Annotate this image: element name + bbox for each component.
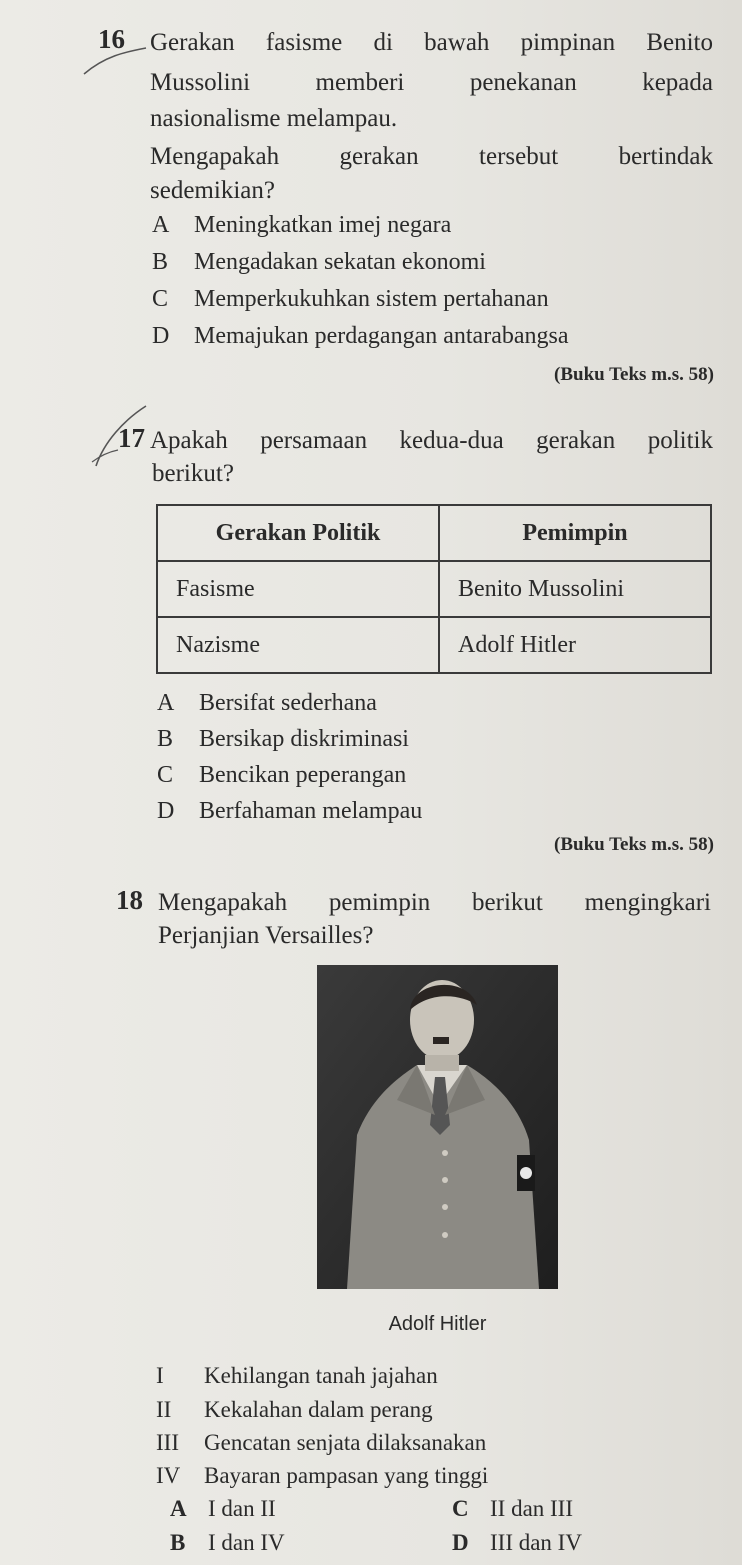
portrait-illustration [317, 965, 558, 1289]
statement-text: Kekalahan dalam perang [204, 1397, 433, 1422]
statement-i [156, 1363, 438, 1389]
table-header-movement: Gerakan Politik [157, 505, 439, 561]
question-16-line-1: Gerakan fasisme di bawah pimpinan Benito [150, 29, 713, 56]
q16-option-d[interactable] [152, 323, 569, 350]
roman-numeral: I [156, 1363, 164, 1388]
q17-option-c[interactable] [157, 762, 406, 789]
question-18-number: 18 [116, 885, 143, 915]
question-16-line-5: sedemikian? [150, 177, 275, 204]
roman-numeral: IV [156, 1463, 181, 1488]
option-letter: A [152, 212, 170, 238]
pencil-mark-17 [86, 402, 156, 472]
question-18-line-2: Perjanjian Versailles? [158, 922, 374, 949]
option-letter: A [170, 1496, 187, 1521]
option-text: II dan III [490, 1496, 574, 1521]
table-cell: Benito Mussolini [439, 561, 711, 617]
question-16-line-2: Mussolini memberi penekanan kepada [150, 69, 713, 96]
option-letter: D [157, 798, 175, 824]
table-header-row [157, 505, 711, 561]
option-text: Mengadakan sekatan ekonomi [194, 249, 486, 275]
q17-option-b[interactable] [157, 726, 409, 753]
option-letter: C [152, 286, 169, 312]
statement-iii [156, 1430, 486, 1456]
q18-option-d[interactable] [452, 1530, 582, 1556]
option-letter: B [157, 726, 174, 752]
table-cell: Fasisme [157, 561, 439, 617]
option-text: III dan IV [490, 1530, 582, 1555]
question-16-line-4: Mengapakah gerakan tersebut bertindak [150, 143, 713, 170]
q18-option-b[interactable] [170, 1530, 285, 1556]
option-text: Meningkatkan imej negara [194, 212, 452, 238]
q18-option-c[interactable] [452, 1496, 573, 1522]
hitler-photo [317, 965, 558, 1289]
option-text: Berfahaman melampau [199, 798, 423, 824]
option-letter: C [157, 762, 174, 788]
q17-option-d[interactable] [157, 798, 422, 825]
option-text: I dan II [208, 1496, 276, 1521]
question-17-line-1: Apakah persamaan kedua-dua gerakan politik [150, 427, 713, 454]
statement-text: Gencatan senjata dilaksanakan [204, 1430, 487, 1455]
option-text: Bencikan peperangan [199, 762, 407, 788]
option-text: Memajukan perdagangan antarabangsa [194, 323, 569, 349]
q18-option-a[interactable] [170, 1496, 276, 1522]
table-cell: Nazisme [157, 617, 439, 673]
q16-option-a[interactable] [152, 212, 451, 239]
question-17-line-2: berikut? [152, 460, 234, 487]
table-header-leader: Pemimpin [439, 505, 711, 561]
option-letter: C [452, 1496, 469, 1521]
question-18-line-1: Mengapakah pemimpin berikut mengingkari [158, 889, 711, 916]
roman-numeral: II [156, 1397, 172, 1422]
table-row [157, 617, 711, 673]
question-17-source: (Buku Teks m.s. 58) [554, 834, 714, 855]
q16-option-c[interactable] [152, 286, 549, 313]
option-letter: B [170, 1530, 186, 1555]
roman-numeral: III [156, 1430, 179, 1455]
question-16-source: (Buku Teks m.s. 58) [554, 364, 714, 385]
option-text: Bersifat sederhana [199, 690, 377, 716]
table-cell: Adolf Hitler [439, 617, 711, 673]
option-text: Memperkukuhkan sistem pertahanan [194, 286, 549, 312]
statement-ii [156, 1397, 433, 1423]
option-letter: D [152, 323, 170, 349]
option-text: Bersikap diskriminasi [199, 726, 409, 752]
photo-caption: Adolf Hitler [388, 1313, 487, 1335]
question-17-number: 17 [118, 423, 145, 453]
q17-option-a[interactable] [157, 690, 377, 717]
option-letter: B [152, 249, 169, 275]
question-16-number: 16 [98, 24, 125, 54]
pencil-mark-16 [80, 44, 150, 80]
table-row [157, 561, 711, 617]
option-letter: A [157, 690, 175, 716]
q16-option-b[interactable] [152, 249, 486, 276]
statement-text: Bayaran pampasan yang tinggi [204, 1463, 489, 1488]
option-letter: D [452, 1530, 469, 1555]
option-text: I dan IV [208, 1530, 285, 1555]
statement-iv [156, 1463, 488, 1489]
political-movements-table [156, 504, 712, 674]
question-16-line-3: nasionalisme melampau. [150, 105, 398, 132]
statement-text: Kehilangan tanah jajahan [204, 1363, 438, 1388]
